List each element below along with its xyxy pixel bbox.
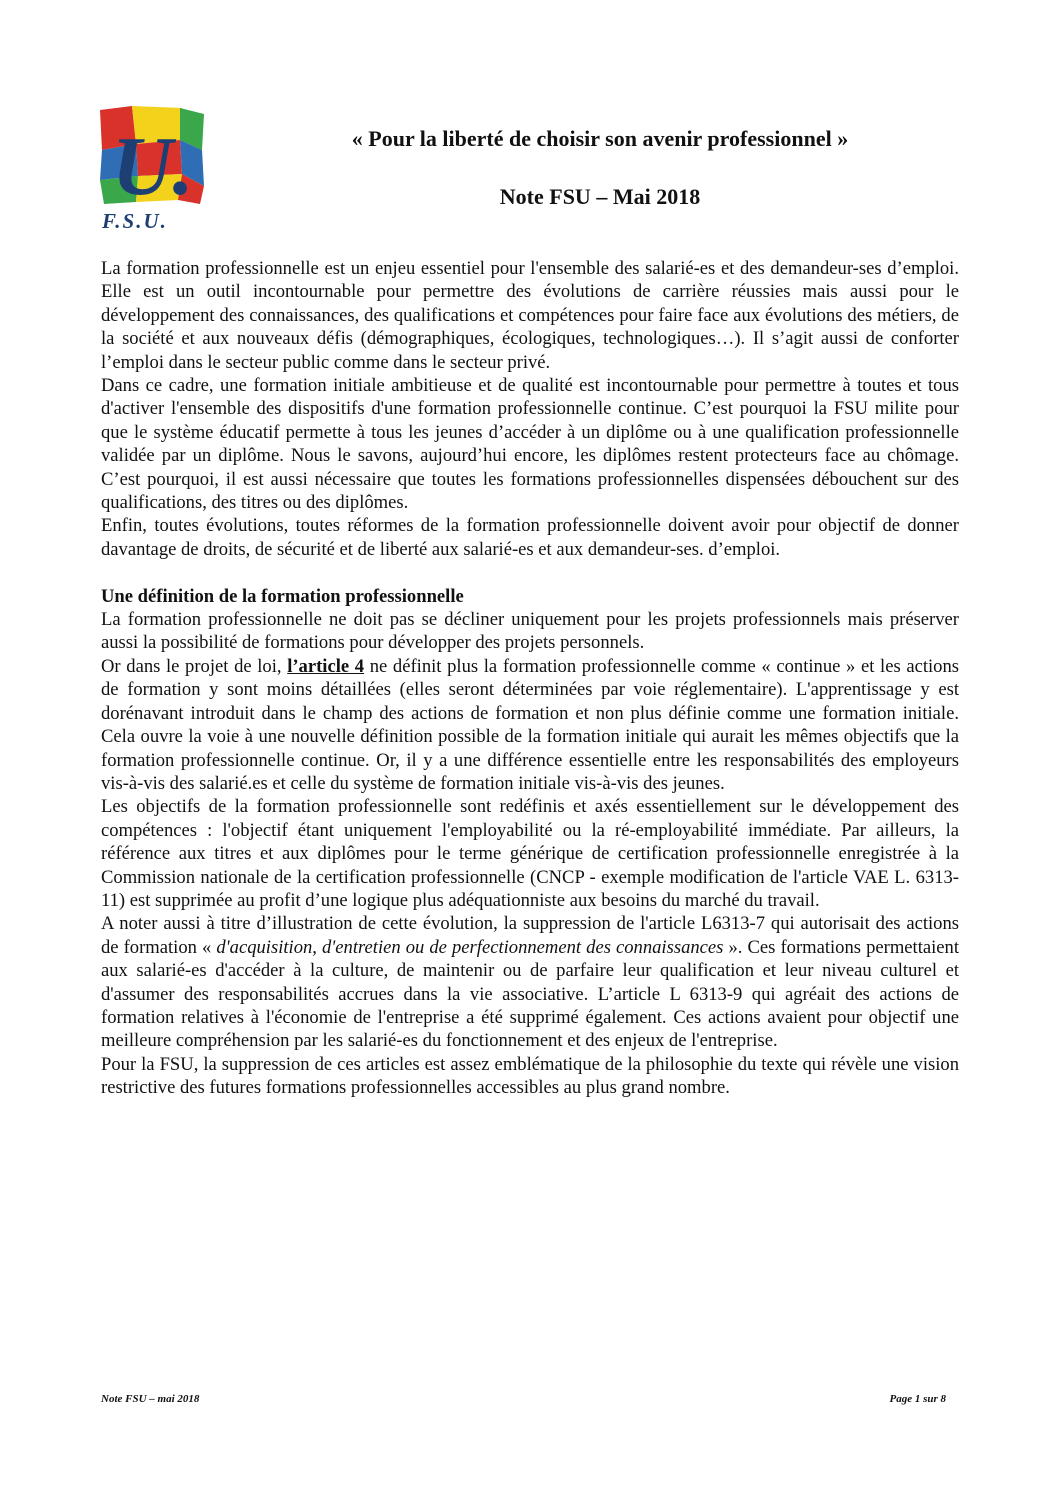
paragraph-intro: La formation professionnelle est un enjeu essentiel pour l'ensemble des salarié-es et des demandeur-ses d’emploi. Elle est un outil incontournable pour permettre des évolutions de carrière réussies mais aussi pour le développement des connaissances, des qualifications et compétences pour faire face aux évolutions des métiers, de la société et aux nouveaux défis (démographiques, écologiques, technologiques…). Il s’agit aussi de conforter l’emploi dans le secteur public comme dans le secteur privé. bbox=[101, 258, 959, 373]
paragraph-reformes: Enfin, toutes évolutions, toutes réformes de la formation professionnelle doivent avoir pour objectif de donner davantage de droits, de sécurité et de liberté aux salarié-es et aux demandeur-ses. d’emploi. bbox=[101, 515, 959, 560]
fsu-logo bbox=[96, 104, 208, 234]
paragraph-suppression bbox=[101, 912, 959, 1052]
suppression-text: ». Ces formations permettaient aux salarié-es d'accéder à la culture, de maintenir ou de parfaire leur qualification et leur niveau culturel et d'assumer des responsabilités accrues dans la vie associative. L’article L 6313-9 qui agréait des actions de formation relatives à l'économie de l'entreprise a été supprimé également. Ces actions avaient pour objectif une meilleure compréhension par les salarié-es du fonctionnement et des enjeux de l'entreprise. bbox=[101, 936, 959, 1052]
paragraph-projets: La formation professionnelle ne doit pas se décliner uniquement pour les projets professionnels mais préserver aussi la possibilité de formations pour développer des projets personnels. bbox=[101, 609, 959, 654]
logo-letters: U. bbox=[112, 120, 194, 213]
paragraph-formation-initiale: Dans ce cadre, une formation initiale ambitieuse et de qualité est incontournable pour permettre à toutes et tous d'activer l'ensemble des dispositifs d'une formation professionnelle continue. C’est pourquoi la FSU milite pour que le système éducatif permette à tous les jeunes d’accéder à un diplôme ou à une qualification professionnelle validée par un diplôme. Nous le savons, aujourd’hui encore, les diplômes restent protecteurs face au chômage. C’est pourquoi, il est aussi nécessaire que toutes les formations professionnelles dispensées débouchent sur des qualifications, des titres ou des diplômes. bbox=[101, 375, 959, 514]
suppression-intro: A noter aussi à titre d’illustration de cette évolution, la suppression de l'article L6313-7 qui autorisait des actions de formation « bbox=[101, 913, 959, 958]
article-4-intro: Or dans le projet de loi, bbox=[101, 655, 288, 677]
paragraph-objectifs: Les objectifs de la formation professionnelle sont redéfinis et axés essentiellement sur le développement des compétences : l'objectif étant uniquement l'employabilité ou la ré-employabilité immédiate. Par ailleurs, la référence aux titres et aux diplômes pour le terme générique de certification professionnelle enregistrée à la Commission nationale de la certification professionnelle (CNCP - exemple modification de l'article VAE L. 6313-11) est supprimée au profit d’une logique plus adéquationniste aux besoins du marché du travail. bbox=[101, 796, 959, 911]
document-title: « Pour la liberté de choisir son avenir professionnel » bbox=[351, 126, 849, 151]
paragraph-gap bbox=[101, 561, 959, 584]
footer-page-number: Page 1 sur 8 bbox=[889, 1393, 946, 1405]
section-heading: Une définition de la formation professionnelle bbox=[101, 585, 464, 607]
document-body bbox=[101, 257, 959, 1100]
paragraph-conclusion: Pour la FSU, la suppression de ces articles est assez emblématique de la philosophie du texte qui révèle une vision restrictive des futures formations professionnelles accessibles au plus grand nombre. bbox=[101, 1053, 959, 1099]
document-subtitle: Note FSU – Mai 2018 bbox=[499, 184, 701, 209]
article-4-reference: l’article 4 bbox=[287, 655, 365, 677]
article-4-text: ne définit plus la formation professionnelle comme « continue » et les actions de formation y sont moins détaillées (elles seront déterminées par voie réglementaire). L'apprentissage y est dorénavant introduit dans le champ des actions de formation et non plus définie comme une formation initiale. Cela ouvre la voie à une nouvelle définition possible de la formation initiale qui aurait les mêmes objectifs que la formation professionnelle continue. Or, il y a une différence essentielle entre les responsabilités des employeurs vis-à-vis des salarié.es et celle du système de formation initiale vis-à-vis des jeunes. bbox=[101, 655, 959, 794]
paragraph-article-4 bbox=[101, 655, 959, 795]
logo-org-name: F.S.U. bbox=[102, 209, 168, 233]
fsu-logo-graphic bbox=[96, 104, 208, 234]
suppression-quote: d'acquisition, d'entretien ou de perfectionnement des connaissances bbox=[216, 936, 724, 958]
footer-note: Note FSU – mai 2018 bbox=[101, 1393, 200, 1405]
